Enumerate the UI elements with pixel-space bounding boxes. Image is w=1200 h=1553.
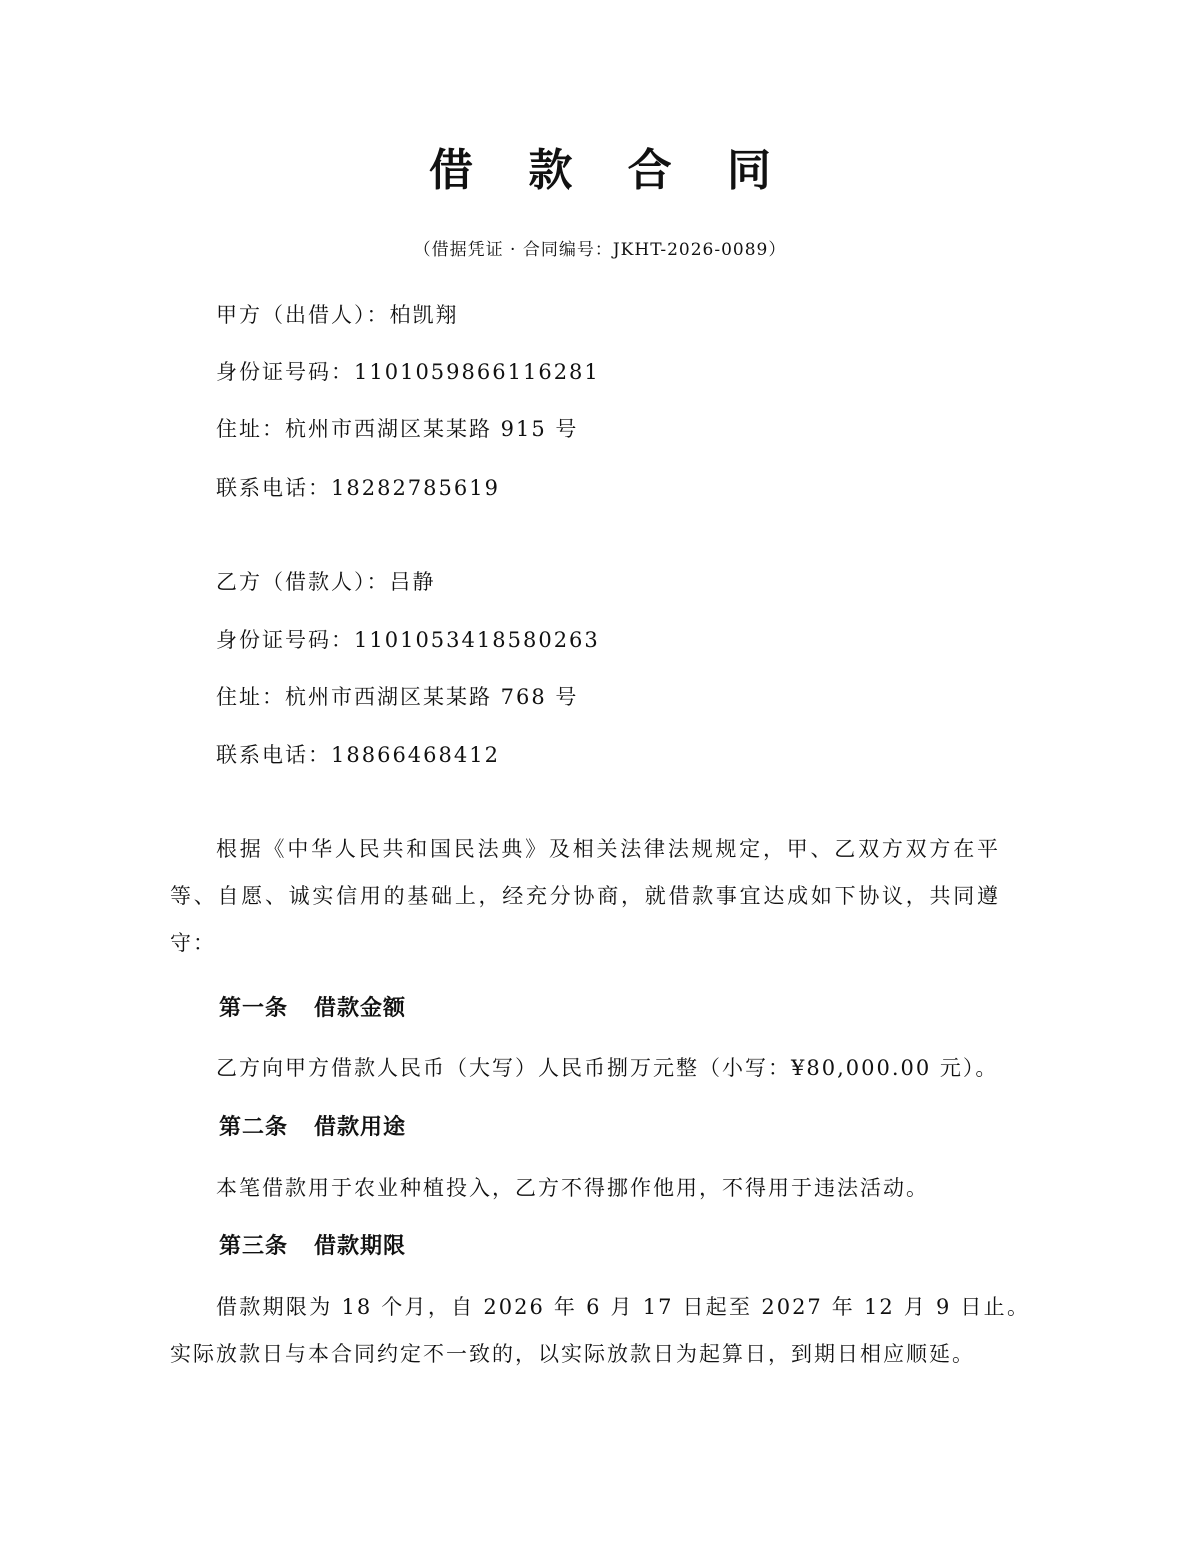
party-b-name: 乙方（借款人）：吕静 — [216, 570, 436, 594]
party-b-phone: 联系电话：18866468412 — [216, 743, 500, 767]
article-2-body: 本笔借款用于农业种植投入，乙方不得挪作他用，不得用于违法活动。 — [216, 1176, 929, 1200]
article-3-body: 借款期限为 18 个月，自 2026 年 6 月 17 日起至 2027 年 12 月 9 日止。实际放款日与本合同约定不一致的，以实际放款日为起算日，到期日相应顺延。 — [170, 1295, 1030, 1366]
party-a-address: 住址：杭州市西湖区某某路 915 号 — [216, 417, 579, 441]
party-a-id: 身份证号码：1101059866116281 — [216, 360, 600, 384]
article-3-title: 借款期限 — [314, 1233, 407, 1259]
article-2-heading — [219, 1112, 406, 1142]
article-3-heading — [219, 1231, 406, 1261]
article-2-number: 第二条 — [219, 1114, 289, 1140]
preamble-paragraph: 根据《中华人民共和国民法典》及相关法律法规规定，甲、乙双方双方在平等、自愿、诚实信用的基础上，经充分协商，就借款事宜达成如下协议，共同遵守： — [170, 837, 1000, 955]
party-a-phone: 联系电话：18282785619 — [216, 476, 500, 500]
article-2-title: 借款用途 — [314, 1114, 407, 1140]
article-1-title: 借款金额 — [314, 995, 407, 1021]
article-1-heading — [219, 993, 406, 1023]
article-1-number: 第一条 — [219, 995, 289, 1021]
party-b-address: 住址：杭州市西湖区某某路 768 号 — [216, 685, 579, 709]
article-1-body: 乙方向甲方借款人民币（大写）人民币捌万元整（小写：¥80,000.00 元）。 — [216, 1056, 999, 1080]
party-a-name: 甲方（出借人）：柏凯翔 — [216, 303, 459, 327]
article-3-number: 第三条 — [219, 1233, 289, 1259]
party-b-id: 身份证号码：1101053418580263 — [216, 628, 600, 652]
contract-subtitle: （借据凭证 · 合同编号：JKHT-2026-0089） — [413, 240, 787, 260]
contract-title: 借 款 合 同 — [429, 145, 791, 196]
